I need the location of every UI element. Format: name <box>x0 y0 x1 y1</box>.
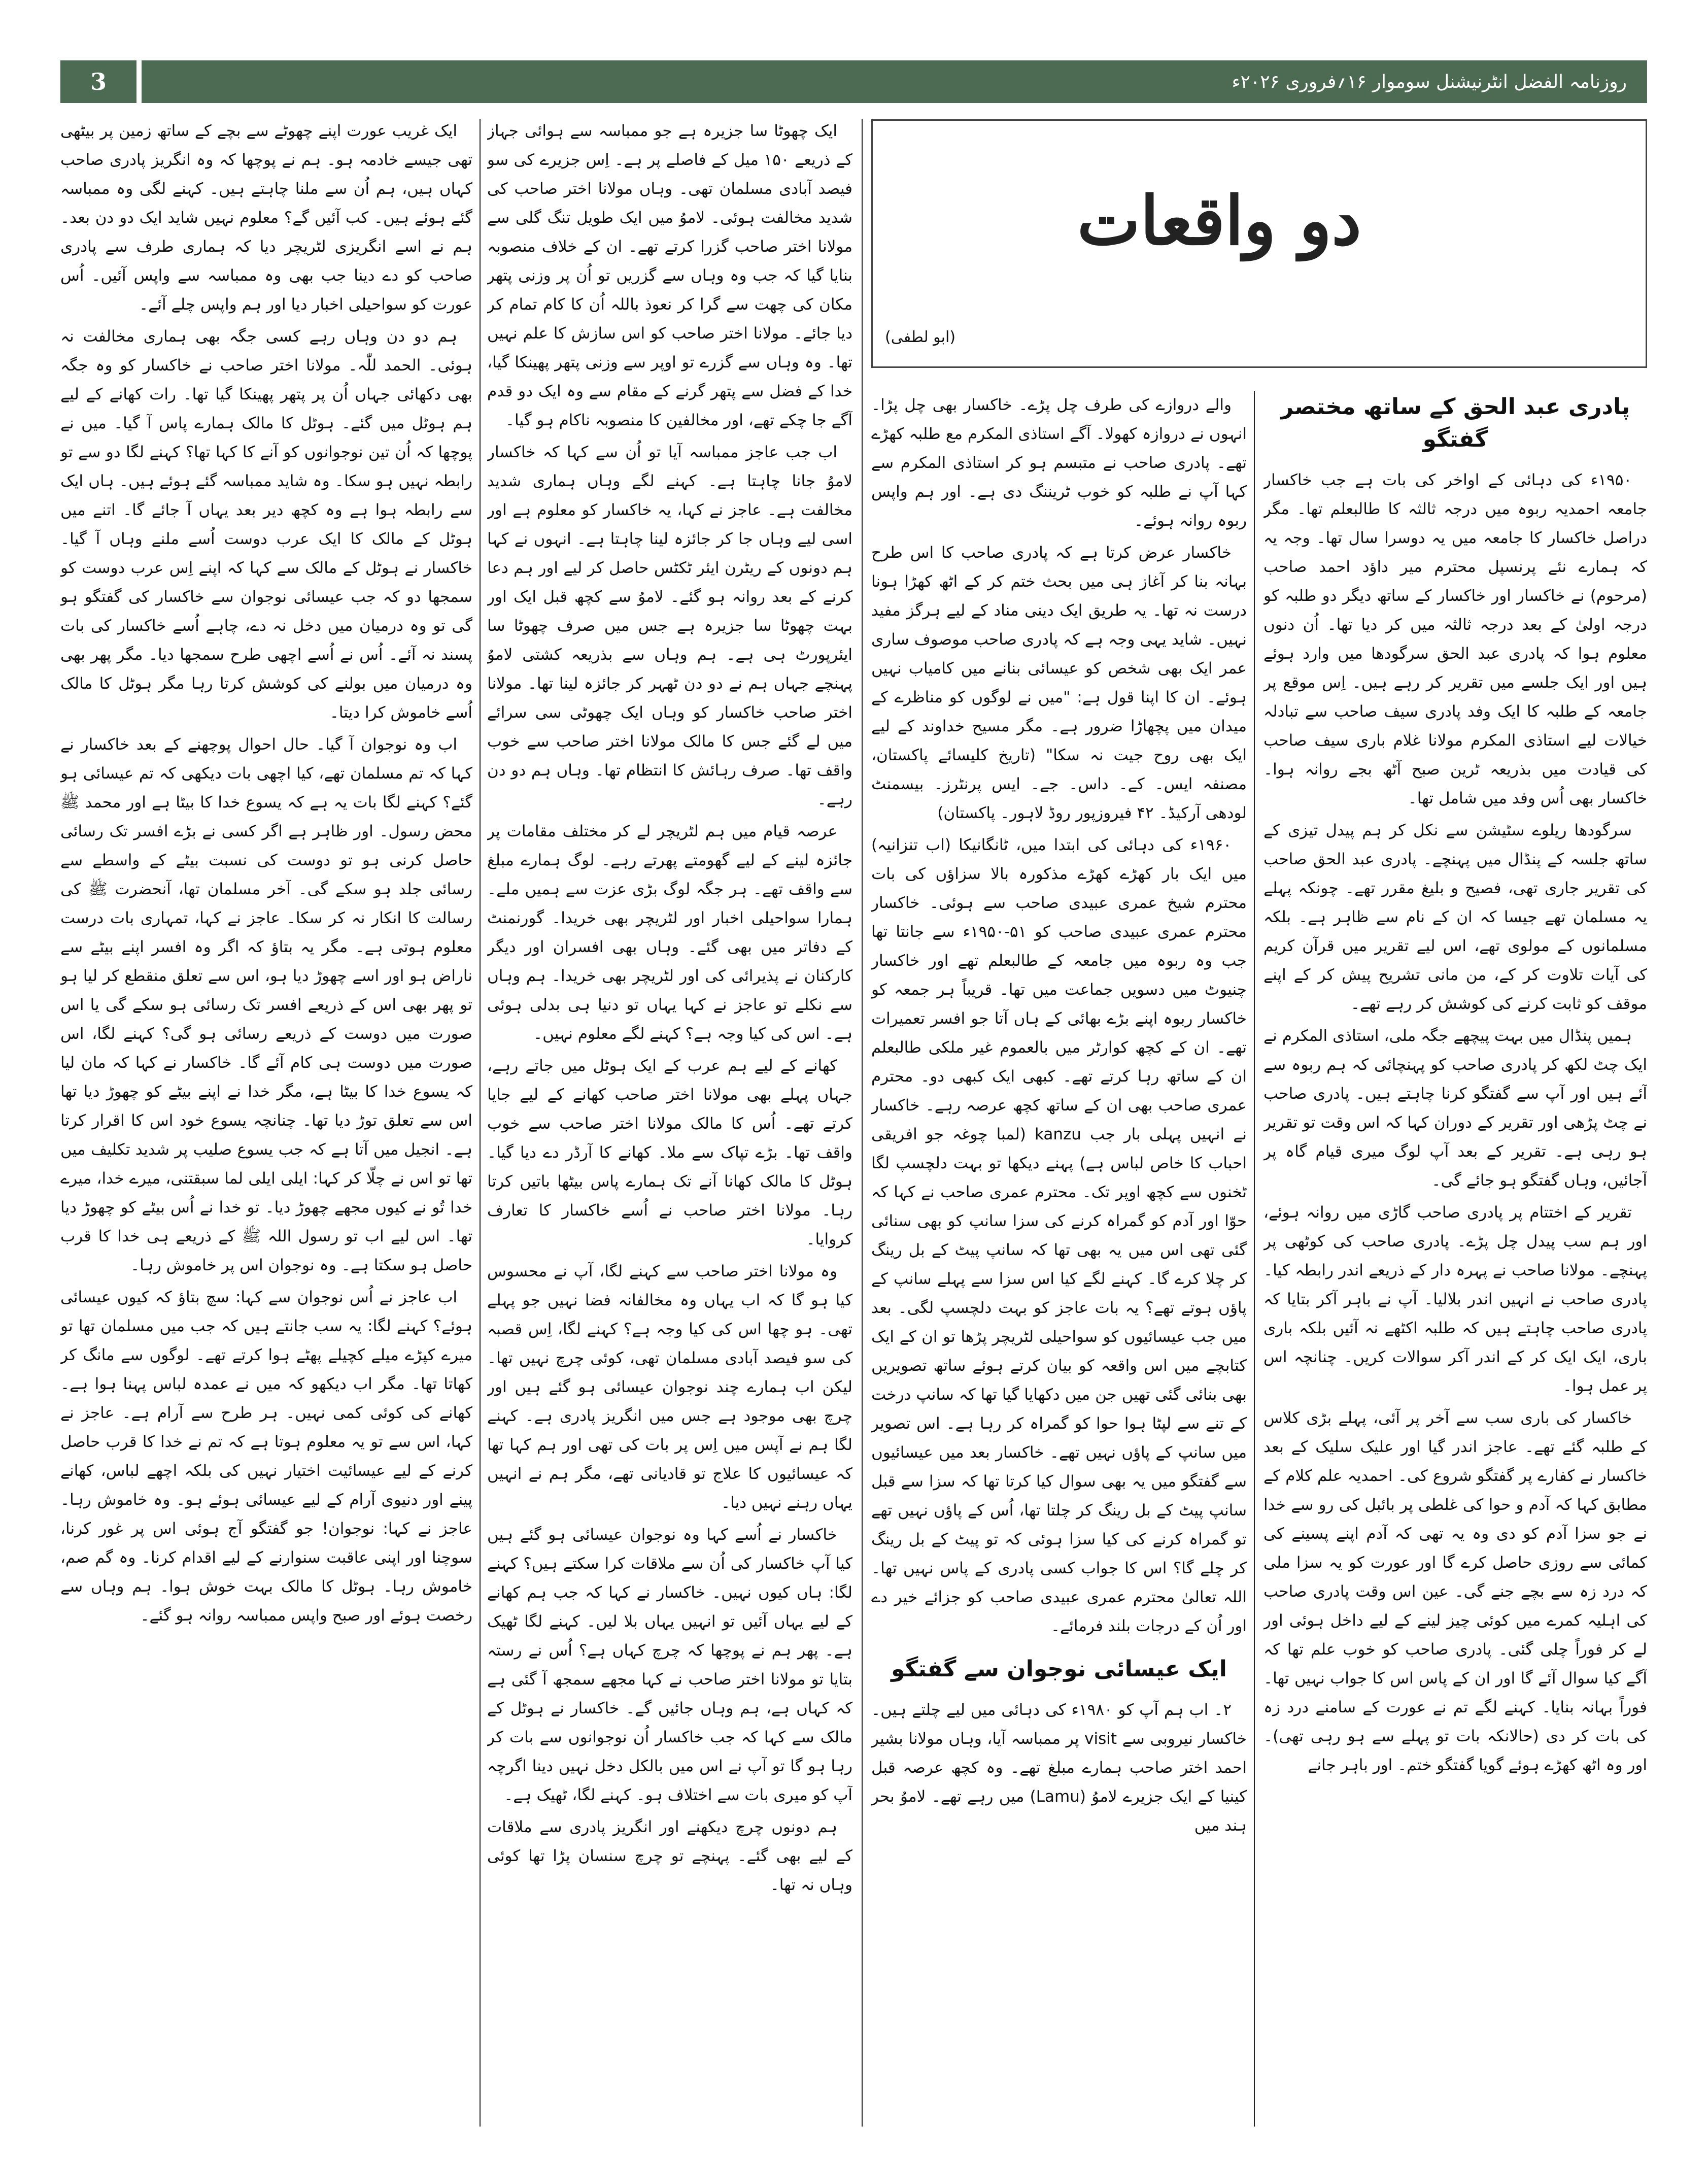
paragraph: ۱۹۵۰ء کی دہائی کے اواخر کی بات ہے جب خاکسار جامعہ احمدیہ ربوہ میں درجہ ثالثہ کا طالبعلم تھا۔ مگر دراصل خاکسار کا جامعہ میں یہ دوسرا سال تھا۔ وجہ یہ کہ ہمارے نئے پرنسپل محترم میر داؤد احمد صاحب (مرحوم) نے خاکسار اور خاکسار کے ساتھ دیگر دو طلبہ کو درجہ اولیٰ کے بعد درجہ ثالثہ میں کر دیا تھا۔ اُن دنوں معلوم ہوا کہ پادری عبد الحق سرگودھا میں وارد ہوئے ہیں اور ایک جلسے میں تقریر کر رہے ہیں۔ اِس موقع پر جامعہ کے طلبہ کا ایک وفد پادری سیف صاحب سے تبادلہ خیالات لیے استاذی المکرم مولانا غلام باری سیف صاحب کی قیادت میں بذریعہ ٹرین صبح آٹھ بجے روانہ ہوا۔ خاکسار بھی اُس وفد میں شامل تھا۔ <box>1263 471 1647 807</box>
masthead-banner: روزنامہ الفضل انٹرنیشنل سوموار ۱۶؍فروری ۲۰۲۶ء <box>142 60 1647 103</box>
page-header <box>60 60 1647 103</box>
paragraph: ہم دو دن وہاں رہے کسی جگہ بھی ہماری مخالفت نہ ہوئی۔ الحمد للّٰہ۔ مولانا اختر صاحب نے خاکسار کو وہ جگہ بھی دکھائی جہاں اُن پر پتھر پھینکا گیا تھا۔ رات کھانے کے لیے ہم ہوٹل میں گئے۔ ہوٹل کا مالک ہمارے پاس آ گیا۔ میں نے پوچھا کہ اُن تین نوجوانوں کو آنے کا کہا تھا؟ کہنے لگا دو سے تو رابطہ نہیں ہو سکا۔ وہ شاید ممباسہ گئے ہوئے ہیں۔ ہاں ایک سے رابطہ ہوا ہے وہ کچھ دیر بعد یہاں آ جائے گا۔ اتنے میں ہوٹل کے مالک کا ایک عرب دوست اُسے ملنے وہاں آ گیا۔ خاکسار نے ہوٹل کے مالک سے کہا کہ اپنے اِس عرب دوست کو سمجھا دو کہ جب عیسائی نوجوان سے خاکسار کی گفتگو ہو گی تو وہ درمیان میں دخل نہ دے، چاہے اُسے خاکسار کی بات پسند نہ آئے۔ اُس نے اُسے اچھی طرح سمجھا دیا۔ مگر پھر بھی وہ درمیان میں بولنے کی کوشش کرتا رہا مگر ہوٹل کا مالک اُسے خاموش کرا دیتا۔ <box>60 327 472 722</box>
paragraph: اب عاجز نے اُس نوجوان سے کہا: سچ بتاؤ کہ کیوں عیسائی ہوئے؟ کہنے لگا: یہ سب جانتے ہیں کہ جب میں مسلمان تھا تو میرے کپڑے میلے کچیلے پھٹے ہوا کرتے تھے۔ لوگوں سے مانگ کر کھاتا تھا۔ مگر اب دیکھو کہ میں نے عمدہ لباس پہنا ہوا ہے۔ کھانے کی کوئی کمی نہیں۔ ہر طرح سے آرام ہے۔ عاجز نے کہا، اس سے تو یہ معلوم ہوتا ہے کہ تم نے خدا کا قرب حاصل کرنے کے لیے عیسائیت اختیار نہیں کی بلکہ اچھے لباس، کھانے پینے اور دنیوی آرام کے لیے عیسائی ہوئے ہو۔ وہ خاموش رہا۔ عاجز نے کہا: نوجوان! جو گفتگو آج ہوئی اس پر غور کرنا، سوچنا اور اپنی عاقبت سنوارنے کے لیے اقدام کرنا۔ وہ گم صم، خاموش رہا۔ ہوٹل کا مالک بہت خوش ہوا۔ ہم وہاں سے رخصت ہوئے اور صبح واپس ممباسہ روانہ ہو گئے۔ <box>60 1288 472 1625</box>
author-byline: (ابو لطفی) <box>885 328 956 346</box>
paragraph: اب جب عاجز ممباسہ آیا تو اُن سے کہا کہ خاکسار لاموُ جانا چاہتا ہے۔ کہنے لگے وہاں ہماری شدید مخالفت ہے۔ عاجز نے کہا، یہ خاکسار کو معلوم ہے اور اسی لیے وہاں جا کر جائزہ لینا چاہتا ہے۔ انہوں نے کہا ہم دونوں کے ریٹرن ایئر ٹکٹس حاصل کر لیے اور ہم دعا کرنے کے بعد روانہ ہو گئے۔ لاموُ سے کچھ قبل ایک اور بہت چھوٹا سا جزیرہ ہے جس میں صرف چھوٹا سا ایئرپورٹ ہی ہے۔ ہم وہاں سے بذریعہ کشتی لاموُ پہنچے جہاں ہم نے دو دن ٹھہر کر جائزہ لینا تھا۔ مولانا اختر صاحب خاکسار کو وہاں ایک چھوٹی سی سرائے میں لے گئے جس کا مالک مولانا اختر صاحب سے خوب واقف تھا۔ صرف رہائش کا انتظام تھا۔ وہاں ہم دو دن رہے۔ <box>487 443 852 808</box>
paragraph: تقریر کے اختتام پر پادری صاحب گاڑی میں روانہ ہوئے، اور ہم سب پیدل چل پڑے۔ پادری صاحب کی کوٹھی پر پہنچے۔ مولانا صاحب نے پہرہ دار کے ذریعے اندر رابطہ کیا۔ پادری صاحب نے انہیں اندر بلالیا۔ آپ نے باہر آکر بتایا کہ پادری صاحب چاہتے ہیں کہ طلبہ اکٹھے نہ آئیں بلکہ باری باری، ایک ایک کر کے اندر آکر سوالات کریں۔ چنانچہ اس پر عمل ہوا۔ <box>1263 1203 1647 1395</box>
paragraph: ۲۔ اب ہم آپ کو ۱۹۸۰ء کی دہائی میں لیے چلتے ہیں۔ خاکسار نیروبی سے visit پر ممباسہ آیا، وہاں مولانا بشیر احمد اختر صاحب ہمارے مبلغ تھے۔ وہ کچھ عرصہ قبل کینیا کے ایک جزیرے لاموُ (Lamu) میں رہے تھے۔ لاموُ بحر ہند میں <box>871 1701 1247 1835</box>
page-number: 3 <box>60 60 136 103</box>
article-title: دو واقعات <box>1077 182 1361 260</box>
article-column-1 <box>1263 391 1647 2127</box>
paragraph: وہ مولانا اختر صاحب سے کہنے لگا، آپ نے محسوس کیا ہو گا کہ اب یہاں وہ مخالفانہ فضا نہیں جو پہلے تھی۔ ہو چھا اس کی کیا وجہ ہے؟ کہنے لگا، اِس قصبہ کی سو فیصد آبادی مسلمان تھی، کوئی چرچ نہیں تھا۔ لیکن اب ہمارے چند نوجوان عیسائی ہو گئے ہیں اور چرچ بھی موجود ہے جس میں انگریز پادری ہے۔ کہنے لگا ہم نے آپس میں اِس پر بات کی تھی اور ہم کہا تھا کہ عیسائیوں کا علاج تو قادیانی تھے، مگر ہم نے انہیں یہاں رہنے نہیں دیا۔ <box>487 1262 852 1512</box>
paragraph: عرصہ قیام میں ہم لٹریچر لے کر مختلف مقامات پر جائزہ لینے کے لیے گھومتے پھرتے رہے۔ لوگ ہمارے مبلغ سے واقف تھے۔ ہر جگہ لوگ بڑی عزت سے ہمیں ملے۔ ہمارا سواحیلی اخبار اور لٹریچر بھی خریدا۔ گورنمنٹ کے دفاتر میں بھی گئے۔ وہاں بھی افسران اور دیگر کارکنان نے پذیرائی کی اور لٹریچر بھی خریدا۔ ہم وہاں سے نکلے تو عاجز نے کہا یہاں تو دنیا ہی بدلی ہوئی ہے۔ اس کی کیا وجہ ہے؟ کہنے لگے معلوم نہیں۔ <box>487 822 852 1043</box>
paragraph: ۱۹۶۰ء کی دہائی کی ابتدا میں، ٹانگانیکا (اب تنزانیہ) میں ایک بار کھڑے کھڑے مذکورہ بالا سزاؤں کی بات محترم شیخ عمری عبیدی صاحب سے ہوئی۔ خاکسار محترم عمری عبیدی صاحب کو ۵۱-۱۹۵۰ء سے جانتا تھا جب وہ ربوہ میں جامعہ کے طالبعلم تھے اور خاکسار چنیوٹ میں دسویں جماعت میں تھا۔ قریباً ہر جمعہ کو خاکسار ربوہ اپنے بڑے بھائی کے ہاں آتا جو افسر تعمیرات تھے۔ ان کے کچھ کوارٹر میں بالعموم غیر ملکی طالبعلم ان کے ساتھ رہا کرتے تھے۔ کبھی ایک کبھی دو۔ محترم عمری صاحب بھی ان کے ساتھ کچھ عرصہ رہے۔ خاکسار نے انہیں پہلی بار جب kanzu (لمبا چوغہ جو افریقی احباب کا خاص لباس ہے) پہنے دیکھا تو بہت دلچسپ لگا ٹخنوں سے کچھ اوپر تک۔ محترم عمری صاحب نے کہا کہ حوّا اور آدم کو گمراہ کرنے کی سزا سانپ کو بھی سنائی گئی تھی اس میں یہ بھی تھا کہ سانپ پیٹ کے بل رینگ کر چلا کرے گا۔ کہنے لگے کیا اس سزا سے پہلے سانپ کے پاؤں ہوتے تھے؟ یہ بات عاجز کو بہت دلچسپ لگی۔ بعد میں جب عیسائیوں کو سواحیلی لٹریچر پڑھا تو ان کے ایک کتابچے میں اس واقعہ کو بیان کرتے ہوئے ساتھ تصویریں بھی بنائی گئی تھیں جن میں دکھایا گیا تھا کہ سانپ درخت کے تنے سے لپٹا ہوا حوا کو گمراہ کر رہا ہے۔ اس تصویر میں سانپ کے پاؤں نہیں تھے۔ خاکسار بعد میں عیسائیوں سے گفتگو میں یہ بھی سوال کیا کرتا تھا کہ سزا سے قبل سانپ پیٹ کے بل رینگ کر چلتا تھا، اُس کے پاؤں نہیں تھے تو گمراہ کرنے کی کیا سزا ہوئی کہ تو پیٹ کے بل رینگ کر چلے گا؟ اس کا جواب کسی پادری کے پاس نہیں تھا۔ اللہ تعالیٰ محترم عمری عبیدی صاحب کو جزائے خیر دے اور اُن کے درجات بلند فرمائے۔ <box>871 836 1247 1635</box>
column-divider <box>1254 391 1255 2127</box>
paragraph: ہمیں پنڈال میں بہت پیچھے جگہ ملی، استاذی المکرم نے ایک چٹ لکھ کر پادری صاحب کو پہنچائی کہ ہم ربوہ سے آئے ہیں اور آپ سے گفتگو کرنا چاہتے ہیں۔ پادری صاحب نے چٹ پڑھی اور تقریر کے دوران کہا کہ اس وقت تو تقریر ہو رہی ہے۔ تقریر کے بعد آپ لوگ میری قیام گاہ پر آجائیں، وہاں گفتگو ہو جائے گی۔ <box>1263 1027 1647 1190</box>
paragraph: کھانے کے لیے ہم عرب کے ایک ہوٹل میں جاتے رہے، جہاں پہلے بھی مولانا اختر صاحب کھانے کے لیے جایا کرتے تھے۔ اُس کا مالک مولانا اختر صاحب سے خوب واقف تھا۔ بڑے تپاک سے ملا۔ کھانے کا آرڈر دے دیا گیا۔ ہوٹل کا مالک کھانا آنے تک ہمارے پاس بیٹھا باتیں کرتا رہا۔ مولانا اختر صاحب نے اُسے خاکسار کا تعارف کروایا۔ <box>487 1057 852 1249</box>
section-heading: پادری عبد الحق کے ساتھ مختصر گفتگو <box>1280 394 1630 452</box>
paragraph: ایک غریب عورت اپنے چھوٹے سے بچے کے ساتھ زمین پر بیٹھی تھی جیسے خادمہ ہو۔ ہم نے پوچھا کہ وہ انگریز پادری صاحب کہاں ہیں، ہم اُن سے ملنا چاہتے ہیں۔ کہنے لگی وہ ممباسہ گئے ہوئے ہیں۔ کب آئیں گے؟ معلوم نہیں شاید ایک دو دن بعد۔ ہم نے اسے انگریزی لٹریچر دیا کہ ہماری طرف سے پادری صاحب کو دے دینا جب بھی وہ ممباسہ سے واپس آئیں۔ اُس عورت کو سواحیلی اخبار دیا اور ہم واپس چلے آئے۔ <box>60 122 472 314</box>
column-divider <box>480 119 481 2127</box>
article-column-2 <box>871 391 1247 2127</box>
paragraph: اب وہ نوجوان آ گیا۔ حال احوال پوچھنے کے بعد خاکسار نے کہا کہ تم مسلمان تھے، کیا اچھی بات دیکھی کہ تم عیسائی ہو گئے؟ کہنے لگا بات یہ ہے کہ یسوع خدا کا بیٹا ہے اور محمد ﷺ محض رسول۔ اور ظاہر ہے اگر کسی نے بڑے افسر تک رسائی حاصل کرنی ہو تو دوست کی نسبت بیٹے کے واسطے سے رسائی جلد ہو سکے گی۔ آخر مسلمان تھا، آنحضرت ﷺ کی رسالت کا انکار نہ کر سکا۔ عاجز نے کہا، تمہاری بات درست معلوم ہوتی ہے۔ مگر یہ بتاؤ کہ اگر وہ افسر اپنے بیٹے سے ناراض ہو اور اسے چھوڑ دیا ہو، اس سے تعلق منقطع کر لیا ہو تو پھر بھی اس کے ذریعے افسر تک رسائی ہو سکے گی یا اس صورت میں دوست کے ذریعے رسائی ہو گی؟ کہنے لگا، اس صورت میں دوست ہی کام آئے گا۔ خاکسار نے کہا کہ مان لیا کہ یسوع خدا کا بیٹا ہے، مگر خدا نے اپنے بیٹے کو چھوڑ دیا تھا اس سے تعلق توڑ دیا تھا۔ چنانچہ یسوع خود اس کا اقرار کرتا ہے۔ انجیل میں آتا ہے کہ جب یسوع صلیب پر شدید تکلیف میں تھا تو اس نے چلّا کر کہا: ایلی ایلی لما سبقتنی، میرے خدا، میرے خدا تُو نے کیوں مجھے چھوڑ دیا۔ تو خدا نے اُس بیٹے کو چھوڑ دیا تھا۔ اس لیے اب تو رسول اللہ ﷺ کے ذریعے ہی خدا کا قرب حاصل ہو سکتا ہے۔ وہ نوجوان اس پر خاموش رہا۔ <box>60 735 472 1274</box>
paragraph: ہم دونوں چرچ دیکھنے اور انگریز پادری سے ملاقات کے لیے بھی گئے۔ پہنچے تو چرچ سنسان پڑا تھا کوئی وہاں نہ تھا۔ <box>487 1818 852 1894</box>
paragraph: والے دروازے کی طرف چل پڑے۔ خاکسار بھی چل پڑا۔ انہوں نے دروازہ کھولا۔ آگے استاذی المکرم مع طلبہ کھڑے تھے۔ پادری صاحب نے متبسم ہو کر استاذی المکرم سے کہا آپ نے طلبہ کو خوب ٹریننگ دی ہے۔ اور ہم واپس ربوہ روانہ ہوئے۔ <box>871 396 1247 530</box>
paragraph: خاکسار عرض کرتا ہے کہ پادری صاحب کا اس طرح بہانہ بنا کر آغاز ہی میں بحث ختم کر کے اٹھ کھڑا ہونا درست نہ تھا۔ یہ طریق ایک دینی مناد کے لیے ہرگز مفید نہیں۔ شاید یہی وجہ ہے کہ پادری صاحب موصوف ساری عمر ایک بھی شخص کو عیسائی بنانے میں کامیاب نہیں ہوئے۔ ان کا اپنا قول ہے: "میں نے لوگوں کو مناظرے کے میدان میں پچھاڑا ضرور ہے۔ مگر مسیح خداوند کے لیے ایک بھی روح جیت نہ سکا" (تاریخ کلیسائے پاکستان، مصنفہ ایس۔ کے۔ داس۔ جے۔ ایس پرنٹرز۔ بیسمنٹ لودھی آرکیڈ۔ ۴۲ فیروزپور روڈ لاہور۔ پاکستان) <box>871 544 1247 822</box>
paragraph: خاکسار کی باری سب سے آخر پر آئی، پہلے بڑی کلاس کے طلبہ گئے تھے۔ عاجز اندر گیا اور علیک سلیک کے بعد خاکسار نے کفارے پر گفتگو شروع کی۔ احمدیہ علم کلام کے مطابق کہا کہ آدم و حوا کی غلطی پر بائبل کی رو سے خدا نے جو سزا آدم کو دی وہ یہ تھی کہ آدم اپنے پسینے کی کمائی سے روزی حاصل کرے گا اور عورت کو یہ سزا ملی کہ درد زہ سے بچے جنے گی۔ عین اس وقت پادری صاحب کی اہلیہ کمرے میں کوئی چیز لینے کے لیے داخل ہوئی اور لے کر فوراً چلی گئی۔ پادری صاحب کو خوب علم تھا کہ آگے کیا سوال آئے گا اور ان کے پاس اس کا جواب نہیں تھا۔ فوراً بہانہ بنایا۔ کہنے لگے تم نے عورت کے سامنے درد زہ کی بات کر دی (حالانکہ بات تو پہلے سے ہو رہی تھی)۔ اور وہ اٹھ کھڑے ہوئے گویا گفتگو ختم۔ اور باہر جانے <box>1263 1409 1647 1774</box>
article-column-3 <box>487 117 852 2127</box>
paragraph: خاکسار نے اُسے کہا وہ نوجوان عیسائی ہو گئے ہیں کیا آپ خاکسار کی اُن سے ملاقات کرا سکتے ہیں؟ کہنے لگا: ہاں کیوں نہیں۔ خاکسار نے کہا کہ جب ہم کھانے کے لیے یہاں آئیں تو انہیں یہاں بلا لیں۔ کہنے لگا ٹھیک ہے۔ پھر ہم نے پوچھا کہ چرچ کہاں ہے؟ اُس نے رستہ بتایا تو مولانا اختر صاحب نے کہا مجھے سمجھ آ گئی ہے کہ کہاں ہے، ہم وہاں جائیں گے۔ خاکسار نے ہوٹل کے مالک سے کہا کہ جب خاکسار اُن نوجوانوں سے بات کر رہا ہو گا تو آپ نے اس میں بالکل دخل نہیں دینا اگرچہ آپ کو میری بات سے اختلاف ہو۔ کہنے لگا، ٹھیک ہے۔ <box>487 1526 852 1804</box>
article-title-box <box>871 119 1647 368</box>
article-column-4 <box>60 117 472 2127</box>
paragraph: سرگودھا ریلوے سٹیشن سے نکل کر ہم پیدل تیزی کے ساتھ جلسہ کے پنڈال میں پہنچے۔ پادری عبد الحق صاحب کی تقریر جاری تھی، فصیح و بلیغ مقرر تھے۔ چونکہ پہلے یہ مسلمان تھے جیسا کہ ان کے نام سے ظاہر ہے۔ بلکہ مسلمانوں کے مولوی تھے، اس لیے تقریر میں قرآن کریم کی آیات تلاوت کر کے، من مانی تشریح پیش کر کے اپنے موقف کو ثابت کرنے کی کوشش کر رہے تھے۔ <box>1263 821 1647 1013</box>
section-heading: ایک عیسائی نوجوان سے گفتگو <box>891 1656 1227 1682</box>
paragraph: ایک چھوٹا سا جزیرہ ہے جو ممباسہ سے ہوائی جہاز کے ذریعے ۱۵۰ میل کے فاصلے پر ہے۔ اِس جزیرے کی سو فیصد آبادی مسلمان تھی۔ وہاں مولانا اختر صاحب کی شدید مخالفت ہوئی۔ لاموُ میں ایک طویل تنگ گلی سے مولانا اختر صاحب گزرا کرتے تھے۔ ان کے خلاف منصوبہ بنایا گیا کہ جب وہ وہاں سے گزریں تو اُن پر وزنی پتھر مکان کی چھت سے گرا کر نعوذ باللہ اُن کا کام تمام کر دیا جائے۔ مولانا اختر صاحب کو اس سازش کا علم نہیں تھا۔ وہ وہاں سے گزرے تو اوپر سے وزنی پتھر پھینکا گیا، خدا کے فضل سے پتھر گرنے کے مقام سے وہ ایک دو قدم آگے جا چکے تھے، اور مخالفین کا منصوبہ ناکام ہو گیا۔ <box>487 122 852 429</box>
column-divider <box>862 119 863 2127</box>
